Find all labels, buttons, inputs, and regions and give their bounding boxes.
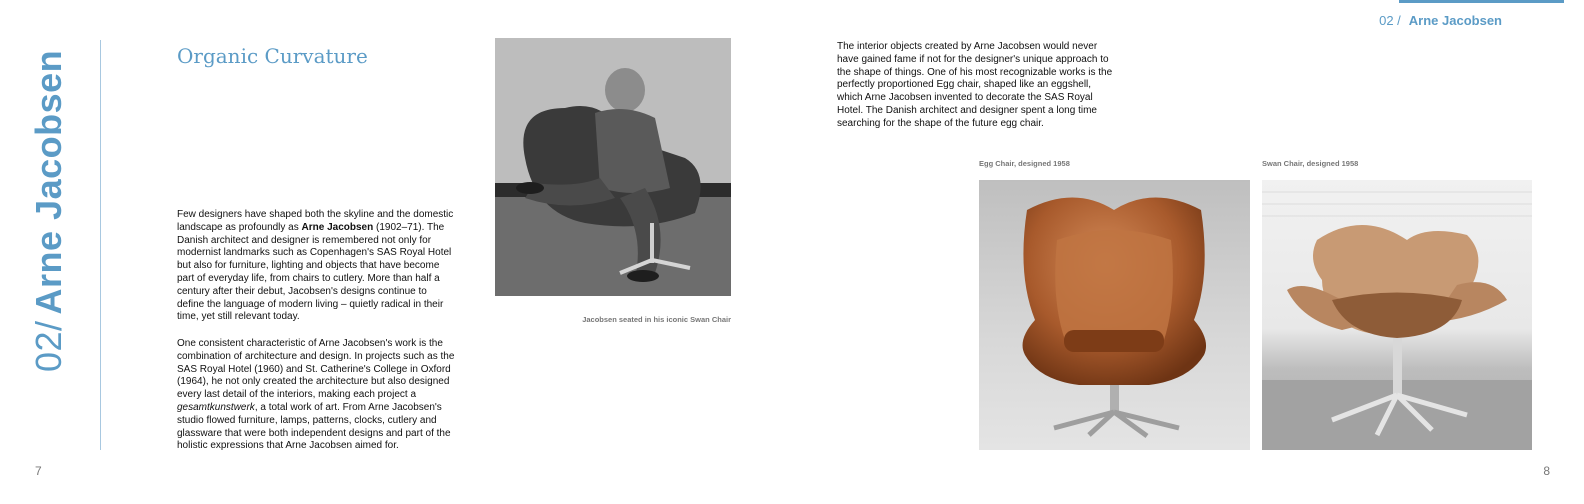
chapter-name: Arne Jacobsen [28, 49, 69, 315]
gesamtkunstwerk-term: gesamtkunstwerk [177, 401, 255, 413]
designer-name-bold: Arne Jacobsen [301, 221, 374, 233]
portrait-photo [495, 38, 731, 296]
chapter-number: 02/ [28, 320, 69, 372]
vertical-divider [100, 40, 101, 450]
egg-chair-photo [979, 180, 1250, 450]
chapter-vertical-label [28, 50, 70, 372]
running-head-number: 02 / [1379, 13, 1401, 28]
egg-chair-caption: Egg Chair, designed 1958 [979, 159, 1070, 168]
architecture-text-start: One consistent characteristic of Arne Jacobsen's work is the combination of architecture and design. In projects such as the SAS Royal Hotel (1960) and St. Catherine's College in Oxford (1964), he not only created the architecture but also designed every last detail of the interiors, making each project a [177, 338, 455, 401]
running-head-name: Arne Jacobsen [1408, 13, 1502, 28]
page-number-left: 7 [35, 464, 42, 478]
page-number-right: 8 [1543, 464, 1550, 478]
intro-text-start: Few designers have shaped both the skyline and the domestic landscape as profoundly as [177, 209, 454, 233]
intro-text-end: (1902–71). The Danish architect and designer is remembered not only for modernist landmarks such as Copenhagen's SAS Royal Hotel but also for furniture, lighting and objects that have become part of everyday life, from chairs to cutlery. More than half a century after their debut, Jacobsen's designs continue to define the language of modern living – quietly radical in their time, yet still relevant today. [177, 221, 452, 323]
architecture-paragraph [177, 338, 455, 453]
egg-chair-photo-icon [979, 180, 1250, 450]
architecture-text-end: , a total work of art. From Arne Jacobsen's studio flowed furniture, lamps, patterns, clocks, cutlery and glassware that were both independent designs and part of the holistic expressions that Arne Jacobsen aimed for. [177, 401, 451, 452]
portrait-caption: Jacobsen seated in his iconic Swan Chair [582, 315, 731, 324]
section-title: Organic Curvature [177, 44, 368, 68]
header-accent-bar [1399, 0, 1564, 3]
swan-chair-caption: Swan Chair, designed 1958 [1262, 159, 1359, 168]
right-page [792, 0, 1584, 504]
egg-chair-paragraph: The interior objects created by Arne Jacobsen would never have gained fame if not for the designer's unique approach to the shape of things. One of his most recognizable works is the perfectly proportioned Egg chair, shaped like an eggshell, which Arne Jacobsen invented to decorate the SAS Royal Hotel. The Danish architect and designer spent a long time searching for the shape of the future egg chair. [837, 41, 1113, 129]
person-in-chair-photo-icon [495, 38, 731, 296]
swan-chair-photo-icon [1262, 180, 1532, 450]
swan-chair-photo [1262, 180, 1532, 450]
running-head [1379, 13, 1502, 28]
intro-paragraph [177, 209, 455, 324]
